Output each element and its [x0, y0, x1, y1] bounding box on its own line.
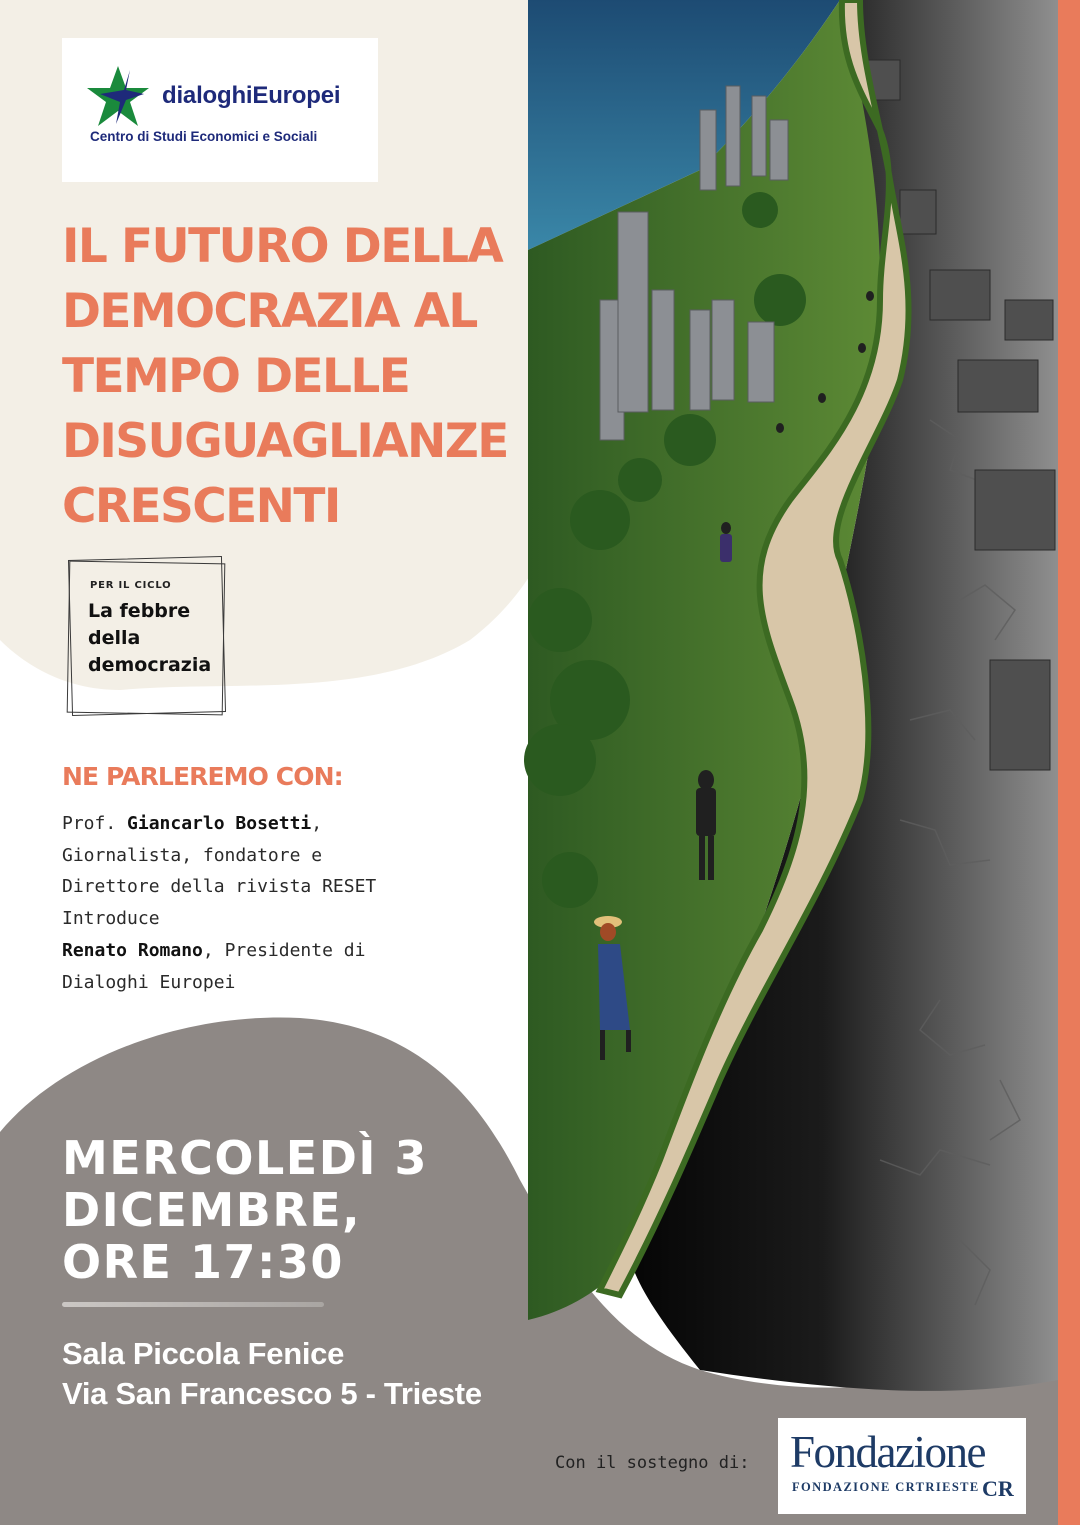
cycle-name-line: democrazia — [88, 654, 212, 676]
date-line: DICEMBRE, — [62, 1183, 362, 1237]
speakers-heading: NE PARLEREMO CON: — [62, 762, 343, 791]
poster-title — [62, 214, 532, 539]
speaker-role: Direttore della rivista RESET — [62, 876, 377, 898]
cycle-name-line: della — [88, 627, 141, 649]
sponsor-mark: CR — [982, 1476, 1014, 1501]
punctuation: , — [311, 813, 323, 834]
accent-stripe — [1058, 0, 1080, 1525]
speaker-role: Giornalista, fondatore e — [62, 844, 323, 866]
cycle-box — [66, 548, 228, 716]
title-line: IL FUTURO DELLA — [62, 219, 503, 274]
speaker-role: , Presidente di — [202, 939, 366, 961]
sponsor-name: Fondazione — [790, 1427, 985, 1477]
cycle-name-line: La febbre — [88, 600, 191, 622]
support-label: Con il sostegno di: — [555, 1453, 750, 1473]
sponsor-subtitle: FONDAZIONE CRTRIESTE — [792, 1480, 980, 1494]
star-icon — [86, 64, 150, 128]
sponsor-logo — [778, 1418, 1026, 1514]
cycle-kicker: PER IL CICLO — [90, 580, 172, 591]
title-line: DEMOCRAZIA AL — [62, 284, 477, 339]
speaker-line — [62, 935, 376, 967]
venue-line: Via San Francesco 5 - Trieste — [62, 1376, 482, 1411]
divider — [62, 1302, 324, 1307]
date-line: ORE 17:30 — [62, 1235, 344, 1289]
venue-line: Sala Piccola Fenice — [62, 1336, 345, 1371]
cycle-name — [88, 598, 228, 679]
speakers-text — [62, 808, 376, 998]
organization-logo — [62, 38, 378, 182]
title-line: TEMPO DELLE — [62, 349, 410, 404]
speaker-name: Renato Romano — [62, 939, 203, 961]
event-date — [62, 1132, 428, 1288]
speaker-line — [62, 808, 376, 840]
date-line: MERCOLEDÌ 3 — [62, 1131, 429, 1185]
event-venue — [62, 1334, 482, 1414]
logo-name: dialoghiEuropei — [162, 82, 341, 109]
logo-subtitle: Centro di Studi Economici e Sociali — [90, 129, 318, 144]
introduction-label: Introduce — [62, 908, 160, 930]
speaker-title: Prof. — [62, 813, 128, 834]
title-line: DISUGUAGLIANZE — [62, 414, 508, 469]
speaker-role: Dialoghi Europei — [62, 971, 236, 993]
title-line: CRESCENTI — [62, 479, 340, 534]
speaker-name: Giancarlo Bosetti — [127, 813, 312, 834]
